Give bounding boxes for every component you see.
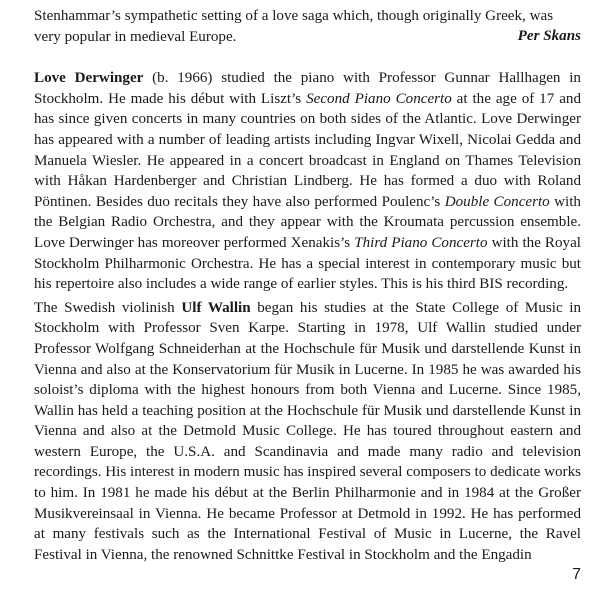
work-title: Double Concerto bbox=[444, 193, 550, 210]
bio-text: began his studies at the State College of Music in Stockholm with Professor Sven Karpe. Starting in 1978, Ulf Wallin studied under Professor Wolfgang Schneiderhan at the Hochschule für Musik und darstellende Kunst in Vienna and also at the Konservatorium für Musik in Lucerne. In 1985 he was awarded his soloist’s diploma with the highest honours from both Vienna and Lucerne. Since 1985, Wallin has held a teaching position at the Hochschule für Musik und darstellende Kunst in Vienna and also at the Detmold Music College. He has toured throughout eastern and western Europe, the U.S.A. and Scandinavia and made many radio and television recordings. His interest in modern music has inspired several composers to dedicate works to him. In 1981 he made his début at the Berlin Philharmonie and in 1984 at the Großer Musikvereinsaal in Vienna. He became Professor at Detmold in 1992. He has performed at many festivals such as the International Festival of Music in Lucerne, the Ravel Festival in Vienna, the renowned Schnittke Festival in Stockholm and the Engadin bbox=[34, 299, 582, 563]
bio-text: at the age of 17 and has since given concerts in many countries on both sides of the Atlantic. Love Derwinger has appeared with a number of leading artists including Ingvar Wixell, Nicolai Gedda and Manuela Wiesler. He appeared in a concert broadcast in England on Thames Television with Håkan Hardenberger and Christian Lindberg. He has formed a duo with Roland Pöntinen. Besides duo recitals they have also performed Poulenc’s bbox=[34, 90, 581, 210]
bio-paragraph-wallin bbox=[34, 298, 581, 566]
bio-paragraph-derwinger bbox=[34, 68, 581, 295]
bio-text: with the Belgian Radio Orchestra, and they appear with the Kroumata percussion ensemble. Love Derwinger has moreover performed Xenakis’s bbox=[34, 193, 581, 251]
artist-name-derwinger: Love Derwinger bbox=[34, 70, 144, 87]
bio-text: (b. 1966) studied the piano with Professor Gunnar Hallhagen in Stockholm. He made his début with Liszt’s bbox=[34, 70, 581, 107]
work-title: Third Piano Concerto bbox=[354, 234, 488, 251]
bio-text: The Swedish violinish bbox=[34, 299, 182, 316]
page-number: 7 bbox=[572, 566, 581, 583]
work-title: Second Piano Concerto bbox=[306, 90, 452, 107]
bio-text: with the Royal Stockholm Philharmonic Orchestra. He has a special interest in contemporary music but his repertoire also includes a wide range of earlier styles. This is his third BIS recording. bbox=[34, 234, 581, 293]
author-signature: Per Skans bbox=[517, 28, 581, 45]
booklet-page bbox=[34, 6, 581, 565]
artist-name-wallin: Ulf Wallin bbox=[181, 299, 251, 316]
intro-text: Stenhammar’s sympathetic setting of a love saga which, though originally Greek, was very popular in medieval Europe. bbox=[34, 8, 554, 45]
